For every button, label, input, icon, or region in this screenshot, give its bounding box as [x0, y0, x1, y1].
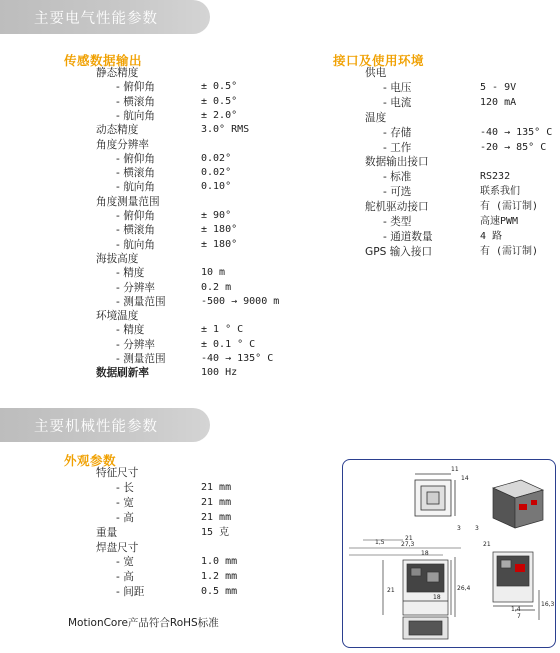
spec-label: GPS 输入接口 — [365, 245, 433, 258]
spec-label: - 长 — [116, 481, 134, 494]
spec-value: ± 2.0° — [201, 109, 238, 121]
spec-value: -20 → 85° C — [480, 141, 547, 153]
electrical-section-banner — [0, 0, 210, 34]
spec-value: ± 0.5° — [201, 81, 238, 93]
spec-value: 10 m — [201, 267, 226, 279]
spec-value: 有 (需订制) — [480, 245, 539, 257]
spec-value: 21 mm — [201, 496, 232, 508]
spec-label: - 电流 — [383, 96, 412, 109]
appearance-heading: 外观参数 — [64, 453, 117, 468]
mechanical-section-title: 主要机械性能参数 — [34, 419, 158, 435]
spec-label: - 俯仰角 — [116, 81, 155, 94]
spec-label: - 高 — [116, 511, 134, 524]
sensor-output-heading: 传感数据输出 — [64, 53, 143, 68]
spec-value: 4 路 — [480, 230, 503, 242]
spec-label: - 横滚角 — [116, 224, 155, 237]
spec-value: 有 (需订制) — [480, 201, 539, 213]
spec-label: - 分辨率 — [116, 281, 155, 294]
dimension-label: 3 — [457, 525, 461, 532]
spec-value: 15 克 — [201, 526, 230, 538]
spec-label: 海拔高度 — [96, 252, 139, 265]
mechanical-section-banner — [0, 408, 210, 442]
spec-label: 数据输出接口 — [365, 156, 429, 169]
dimension-drawing-svg — [343, 460, 555, 647]
dimension-label: 18 — [421, 550, 429, 557]
mechanical-drawing — [342, 459, 556, 648]
spec-label: - 工作 — [383, 141, 412, 154]
spec-label: - 存储 — [383, 126, 412, 139]
dimension-label: 21 — [483, 541, 491, 548]
spec-value: ± 0.1 ° C — [201, 338, 256, 350]
spec-label: - 测量范围 — [116, 295, 166, 308]
dimension-label: 16,3 — [541, 601, 555, 608]
spec-label: 环境温度 — [96, 310, 139, 323]
top-view — [415, 474, 455, 516]
spec-label: - 通道数量 — [383, 230, 433, 243]
spec-label: - 航向角 — [116, 181, 155, 194]
spec-value: 3.0° RMS — [201, 124, 250, 136]
spec-value: 21 mm — [201, 511, 232, 523]
spec-value: 0.5 mm — [201, 586, 238, 598]
spec-label: 重量 — [96, 526, 118, 539]
spec-label: 特征尺寸 — [96, 467, 139, 479]
dimension-label: 11 — [451, 466, 459, 473]
spec-value: -40 → 135° C — [201, 353, 274, 364]
iso-view — [493, 480, 543, 528]
spec-value: 5 - 9V — [480, 81, 517, 93]
spec-label: - 测量范围 — [116, 353, 166, 365]
dimension-label: 7 — [517, 613, 521, 620]
spec-label: 温度 — [365, 111, 387, 124]
spec-label: - 电压 — [383, 81, 412, 94]
spec-label: - 宽 — [116, 556, 134, 569]
spec-label: 舵机驱动接口 — [365, 201, 429, 214]
spec-label: - 间距 — [116, 586, 145, 599]
spec-value: -40 → 135° C — [480, 126, 553, 138]
spec-value: 高速PWM — [480, 216, 519, 227]
spec-value: 21 mm — [201, 481, 232, 493]
spec-value: ± 1 ° C — [201, 324, 244, 336]
spec-label: - 宽 — [116, 496, 134, 509]
spec-value: 1.2 mm — [201, 571, 238, 583]
dimension-label: 18 — [433, 594, 441, 601]
spec-value: 0.2 m — [201, 281, 232, 293]
dimension-label: 27,3 — [401, 541, 415, 548]
spec-label: - 精度 — [116, 267, 145, 280]
electrical-section-title: 主要电气性能参数 — [34, 11, 158, 27]
spec-label: - 精度 — [116, 324, 145, 337]
interface-heading: 接口及使用环境 — [333, 53, 425, 68]
spec-value: 0.02° — [201, 152, 232, 164]
dimension-label: 1,4 — [511, 606, 521, 613]
dimension-label: 14 — [461, 475, 469, 482]
spec-label: 角度分辨率 — [96, 138, 149, 151]
spec-value: 120 mA — [480, 96, 517, 108]
spec-value: 0.10° — [201, 181, 232, 193]
spec-value: ± 90° — [201, 210, 232, 221]
spec-label: - 横滚角 — [116, 167, 155, 180]
spec-label: 静态精度 — [96, 67, 139, 79]
spec-value: -500 → 9000 m — [201, 295, 280, 307]
spec-label: - 高 — [116, 571, 134, 584]
spec-label: - 俯仰角 — [116, 210, 155, 222]
spec-value: RS232 — [480, 171, 511, 183]
spec-label: - 类型 — [383, 216, 412, 228]
spec-label: - 分辨率 — [116, 338, 155, 351]
spec-value: 0.02° — [201, 167, 232, 179]
front-view — [383, 557, 455, 639]
spec-value: ± 180° — [201, 224, 238, 236]
dimension-label: 21 — [387, 587, 395, 594]
dimension-label: 26,4 — [457, 585, 471, 592]
spec-label: - 俯仰角 — [116, 152, 155, 165]
spec-value: 100 Hz — [201, 367, 238, 379]
spec-label: - 航向角 — [116, 109, 155, 122]
rohs-note: MotionCore产品符合RoHS标准 — [68, 617, 219, 629]
spec-label: 焊盘尺寸 — [96, 541, 139, 554]
spec-label: - 航向角 — [116, 238, 155, 251]
spec-value: 1.0 mm — [201, 556, 238, 568]
spec-label: - 标准 — [383, 171, 412, 184]
spec-label: 角度测量范围 — [96, 195, 160, 208]
spec-label: - 可选 — [383, 186, 412, 199]
spec-label: 供电 — [365, 67, 387, 79]
spec-label: 动态精度 — [96, 124, 139, 137]
spec-value: ± 180° — [201, 238, 238, 250]
spec-label: 数据刷新率 — [96, 367, 149, 380]
spec-value: 联系我们 — [480, 186, 520, 198]
spec-value: ± 0.5° — [201, 95, 238, 107]
dimension-label: 21 — [405, 535, 413, 542]
spec-label: - 横滚角 — [116, 95, 155, 108]
dimension-label: 1,5 — [375, 539, 385, 546]
dimension-label: 3 — [475, 525, 479, 532]
